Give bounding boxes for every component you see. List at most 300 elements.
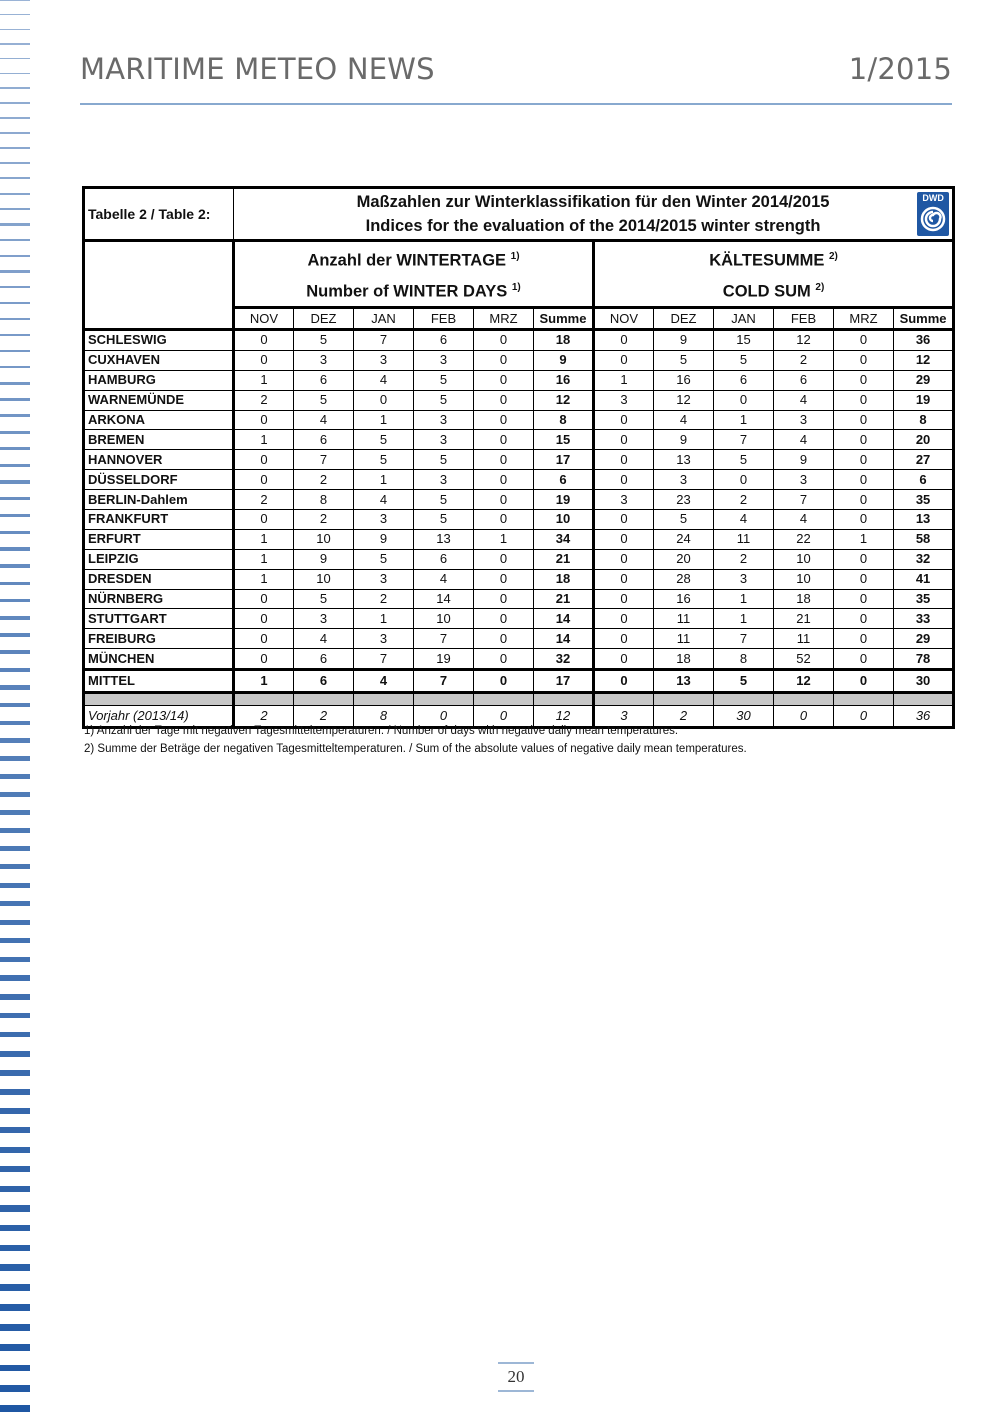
value-cell: 4: [294, 629, 354, 649]
value-cell: 0: [234, 589, 294, 609]
value-cell: 0: [834, 670, 894, 693]
spacer-cell: [834, 693, 894, 706]
value-cell: 3: [294, 350, 354, 370]
value-cell: 30: [894, 670, 954, 693]
station-header-cell: [84, 241, 234, 330]
value-cell: 0: [474, 470, 534, 490]
value-cell: 5: [354, 430, 414, 450]
stripe-bar: [0, 29, 30, 30]
value-cell: 3: [354, 510, 414, 530]
value-cell: 30: [714, 706, 774, 728]
value-cell: 0: [594, 670, 654, 693]
value-cell: 0: [834, 390, 894, 410]
stripe-bar: [0, 938, 30, 943]
station-name: ERFURT: [84, 529, 234, 549]
value-cell: 5: [714, 450, 774, 470]
value-cell: 0: [234, 609, 294, 629]
table-row: [84, 629, 954, 649]
spacer-cell: [714, 693, 774, 706]
stripe-bar: [0, 975, 30, 980]
value-cell: 0: [834, 649, 894, 670]
value-cell: 3: [414, 350, 474, 370]
table-row: [84, 549, 954, 569]
value-cell: 11: [774, 629, 834, 649]
value-cell: 9: [534, 350, 594, 370]
stripe-bar: [0, 582, 30, 586]
winter-days-title-de: Anzahl der WINTERTAGE: [307, 251, 507, 269]
value-cell: 0: [474, 706, 534, 728]
stripe-bar: [0, 382, 30, 385]
value-cell: 10: [774, 549, 834, 569]
table-row: [84, 510, 954, 530]
value-cell: 0: [474, 629, 534, 649]
value-cell: 0: [474, 330, 534, 351]
value-cell: 3: [594, 490, 654, 510]
stripe-bar: [0, 738, 30, 742]
stripe-bar: [0, 920, 30, 925]
value-cell: 0: [834, 430, 894, 450]
footnote-ref: 1): [510, 250, 520, 262]
footnote-ref: 2): [815, 282, 825, 293]
month-header: NOV: [234, 308, 294, 330]
value-cell: 58: [894, 529, 954, 549]
stripe-bar: [0, 447, 30, 450]
value-cell: 29: [894, 370, 954, 390]
station-name: ARKONA: [84, 410, 234, 430]
spacer-row: [84, 693, 954, 706]
value-cell: 18: [534, 330, 594, 351]
value-cell: 5: [414, 510, 474, 530]
stripe-bar: [0, 73, 30, 74]
value-cell: 4: [654, 410, 714, 430]
value-cell: 19: [414, 649, 474, 670]
value-cell: 2: [354, 589, 414, 609]
table-row: [84, 529, 954, 549]
value-cell: 4: [774, 430, 834, 450]
value-cell: 15: [534, 430, 594, 450]
stripe-bar: [0, 531, 30, 535]
cold-sum-group-header: [594, 241, 954, 308]
stripe-bar: [0, 1284, 30, 1291]
value-cell: 3: [354, 350, 414, 370]
value-cell: 7: [354, 330, 414, 351]
value-cell: 0: [594, 589, 654, 609]
stripe-bar: [0, 87, 30, 88]
table-row: [84, 350, 954, 370]
page-number: 20: [498, 1362, 534, 1392]
value-cell: 10: [534, 510, 594, 530]
value-cell: 0: [594, 629, 654, 649]
stripe-bar: [0, 864, 30, 869]
value-cell: 0: [234, 450, 294, 470]
stripe-bar: [0, 1324, 30, 1331]
value-cell: 2: [714, 490, 774, 510]
value-cell: 7: [354, 649, 414, 670]
value-cell: 0: [474, 510, 534, 530]
station-name: MÜNCHEN: [84, 649, 234, 670]
spacer-cell: [414, 693, 474, 706]
value-cell: 5: [354, 450, 414, 470]
stripe-bar: [0, 431, 30, 434]
stripe-bar: [0, 193, 30, 195]
stripe-bar: [0, 1051, 30, 1057]
value-cell: 1: [234, 549, 294, 569]
stripe-bar: [0, 464, 30, 467]
value-cell: 0: [474, 350, 534, 370]
value-cell: 0: [714, 470, 774, 490]
stripe-bar: [0, 1205, 30, 1211]
spacer-cell: [234, 693, 294, 706]
value-cell: 12: [894, 350, 954, 370]
stripe-bar: [0, 58, 30, 59]
value-cell: 0: [234, 470, 294, 490]
value-cell: 0: [474, 569, 534, 589]
value-cell: 6: [294, 370, 354, 390]
stripe-bar: [0, 1186, 30, 1192]
value-cell: 33: [894, 609, 954, 629]
value-cell: 41: [894, 569, 954, 589]
value-cell: 3: [354, 629, 414, 649]
value-cell: 1: [834, 529, 894, 549]
stripe-bar: [0, 43, 30, 44]
stripe-bar: [0, 1147, 30, 1153]
spacer-cell: [354, 693, 414, 706]
header-divider: [80, 103, 952, 105]
stripe-bar: [0, 0, 30, 1]
stripe-bar: [0, 117, 30, 119]
value-cell: 0: [414, 706, 474, 728]
value-cell: 16: [654, 370, 714, 390]
spacer-cell: [294, 693, 354, 706]
value-cell: 1: [714, 609, 774, 629]
table-row: [84, 470, 954, 490]
value-cell: 24: [654, 529, 714, 549]
spacer-cell: [594, 693, 654, 706]
stripe-bar: [0, 1225, 30, 1231]
value-cell: 3: [414, 410, 474, 430]
value-cell: 52: [774, 649, 834, 670]
value-cell: 18: [534, 569, 594, 589]
value-cell: 1: [354, 470, 414, 490]
value-cell: 0: [234, 410, 294, 430]
value-cell: 2: [234, 706, 294, 728]
value-cell: 0: [354, 390, 414, 410]
value-cell: 22: [774, 529, 834, 549]
stripe-bar: [0, 564, 30, 568]
value-cell: 16: [654, 589, 714, 609]
stripe-bar: [0, 828, 30, 833]
stripe-bar: [0, 616, 30, 620]
cold-sum-title-de: KÄLTESUMME: [709, 251, 825, 269]
value-cell: 3: [594, 706, 654, 728]
value-cell: 7: [294, 450, 354, 470]
value-cell: 0: [474, 670, 534, 693]
stripe-bar: [0, 318, 30, 321]
value-cell: 0: [834, 549, 894, 569]
value-cell: 0: [594, 410, 654, 430]
value-cell: 36: [894, 330, 954, 351]
stripe-bar: [0, 721, 30, 725]
station-name: HANNOVER: [84, 450, 234, 470]
value-cell: 3: [774, 410, 834, 430]
value-cell: 5: [414, 390, 474, 410]
value-cell: 8: [354, 706, 414, 728]
footnote-ref: 2): [828, 250, 838, 262]
value-cell: 1: [234, 370, 294, 390]
value-cell: 4: [714, 510, 774, 530]
value-cell: 5: [414, 370, 474, 390]
value-cell: 0: [834, 370, 894, 390]
value-cell: 5: [654, 510, 714, 530]
table-row: [84, 490, 954, 510]
value-cell: 34: [534, 529, 594, 549]
value-cell: 4: [354, 490, 414, 510]
stripe-bar: [0, 756, 30, 761]
value-cell: 14: [414, 589, 474, 609]
value-cell: 0: [594, 549, 654, 569]
stripe-bar: [0, 1304, 30, 1311]
value-cell: 5: [294, 390, 354, 410]
stripe-bar: [0, 1245, 30, 1251]
value-cell: 8: [714, 649, 774, 670]
value-cell: 2: [714, 549, 774, 569]
value-cell: 0: [234, 330, 294, 351]
value-cell: 0: [474, 390, 534, 410]
stripe-bar: [0, 633, 30, 637]
table-row: [84, 450, 954, 470]
value-cell: 8: [294, 490, 354, 510]
stripe-bar: [0, 1013, 30, 1019]
dwd-logo: [917, 192, 949, 236]
value-cell: 0: [774, 706, 834, 728]
stripe-bar: [0, 1385, 30, 1392]
value-cell: 6: [294, 430, 354, 450]
stripe-bar: [0, 957, 30, 962]
stripe-bar: [0, 147, 30, 149]
value-cell: 0: [234, 510, 294, 530]
dwd-logo-text: DWD: [922, 193, 944, 203]
value-cell: 6: [414, 330, 474, 351]
value-cell: 3: [414, 470, 474, 490]
value-cell: 0: [234, 350, 294, 370]
station-name: DÜSSELDORF: [84, 470, 234, 490]
month-header: MRZ: [834, 308, 894, 330]
stripe-bar: [0, 901, 30, 906]
value-cell: 4: [774, 510, 834, 530]
stripe-bar: [0, 270, 30, 272]
value-cell: 18: [774, 589, 834, 609]
value-cell: 5: [714, 670, 774, 693]
value-cell: 13: [654, 450, 714, 470]
value-cell: 0: [474, 609, 534, 629]
value-cell: 6: [714, 370, 774, 390]
table-row: [84, 370, 954, 390]
value-cell: 9: [354, 529, 414, 549]
value-cell: 2: [294, 470, 354, 490]
station-name: BERLIN-Dahlem: [84, 490, 234, 510]
value-cell: 4: [294, 410, 354, 430]
value-cell: 6: [774, 370, 834, 390]
value-cell: 2: [294, 706, 354, 728]
stripe-bar: [0, 1166, 30, 1172]
value-cell: 21: [534, 589, 594, 609]
value-cell: 0: [594, 450, 654, 470]
value-cell: 20: [894, 430, 954, 450]
spacer-cell: [474, 693, 534, 706]
month-header: JAN: [714, 308, 774, 330]
month-header: NOV: [594, 308, 654, 330]
value-cell: 2: [774, 350, 834, 370]
value-cell: 3: [594, 390, 654, 410]
value-cell: 2: [654, 706, 714, 728]
stripe-bar: [0, 350, 30, 353]
value-cell: 1: [474, 529, 534, 549]
month-header: Summe: [534, 308, 594, 330]
stripe-bar: [0, 774, 30, 779]
value-cell: 6: [534, 470, 594, 490]
value-cell: 6: [294, 649, 354, 670]
table-row: [84, 410, 954, 430]
value-cell: 19: [534, 490, 594, 510]
station-name: CUXHAVEN: [84, 350, 234, 370]
value-cell: 0: [474, 450, 534, 470]
value-cell: 11: [714, 529, 774, 549]
value-cell: 18: [654, 649, 714, 670]
value-cell: 3: [714, 569, 774, 589]
table-row: [84, 670, 954, 693]
stripe-bar: [0, 255, 30, 257]
table-title-en: Indices for the evaluation of the 2014/2015 winter strength: [365, 217, 821, 235]
value-cell: 13: [654, 670, 714, 693]
value-cell: 3: [774, 470, 834, 490]
station-name: HAMBURG: [84, 370, 234, 390]
table-row: [84, 330, 954, 351]
value-cell: 17: [534, 670, 594, 693]
table-title-de: Maßzahlen zur Winterklassifikation für den Winter 2014/2015: [356, 193, 830, 211]
month-header: FEB: [774, 308, 834, 330]
value-cell: 3: [294, 609, 354, 629]
stripe-bar: [0, 703, 30, 707]
value-cell: 5: [354, 549, 414, 569]
value-cell: 3: [354, 569, 414, 589]
value-cell: 9: [774, 450, 834, 470]
value-cell: 3: [654, 470, 714, 490]
value-cell: 4: [774, 390, 834, 410]
value-cell: 5: [294, 330, 354, 351]
value-cell: 4: [354, 670, 414, 693]
stripe-bar: [0, 162, 30, 164]
station-name: MITTEL: [84, 670, 234, 693]
value-cell: 0: [834, 706, 894, 728]
value-cell: 0: [834, 510, 894, 530]
value-cell: 20: [654, 549, 714, 569]
station-name: FREIBURG: [84, 629, 234, 649]
value-cell: 14: [534, 629, 594, 649]
value-cell: 0: [834, 609, 894, 629]
value-cell: 21: [534, 549, 594, 569]
dwd-swirl-icon: [920, 206, 946, 232]
spacer-cell: [534, 693, 594, 706]
stripe-bar: [0, 286, 30, 288]
stripe-bar: [0, 414, 30, 417]
value-cell: 0: [714, 390, 774, 410]
value-cell: 1: [714, 410, 774, 430]
value-cell: 2: [234, 490, 294, 510]
value-cell: 1: [234, 569, 294, 589]
value-cell: 15: [714, 330, 774, 351]
value-cell: 0: [594, 529, 654, 549]
value-cell: 7: [774, 490, 834, 510]
value-cell: 78: [894, 649, 954, 670]
value-cell: 0: [474, 430, 534, 450]
value-cell: 0: [474, 549, 534, 569]
footnote-2: 2) Summe der Beträge der negativen Tagesmitteltemperaturen. / Sum of the absolute values of negative daily mean temperatures.: [84, 743, 747, 755]
value-cell: 0: [834, 589, 894, 609]
stripe-bar: [0, 177, 30, 179]
value-cell: 6: [414, 549, 474, 569]
spacer-cell: [894, 693, 954, 706]
value-cell: 14: [534, 609, 594, 629]
stripe-bar: [0, 883, 30, 888]
value-cell: 0: [834, 450, 894, 470]
value-cell: 5: [714, 350, 774, 370]
stripe-bar: [0, 846, 30, 851]
value-cell: 0: [834, 470, 894, 490]
value-cell: 1: [234, 430, 294, 450]
value-cell: 1: [354, 410, 414, 430]
value-cell: 0: [594, 430, 654, 450]
spacer-cell: [654, 693, 714, 706]
value-cell: 8: [534, 410, 594, 430]
value-cell: 6: [294, 670, 354, 693]
value-cell: 5: [654, 350, 714, 370]
stripe-bar: [0, 223, 30, 225]
value-cell: 1: [714, 589, 774, 609]
stripe-bar: [0, 668, 30, 672]
value-cell: 7: [714, 629, 774, 649]
stripe-bar: [0, 239, 30, 241]
stripe-bar: [0, 1365, 30, 1372]
value-cell: 1: [234, 529, 294, 549]
stripe-bar: [0, 792, 30, 797]
value-cell: 10: [414, 609, 474, 629]
month-header: DEZ: [654, 308, 714, 330]
station-name: DRESDEN: [84, 569, 234, 589]
value-cell: 0: [834, 330, 894, 351]
winter-days-group-header: [234, 241, 594, 308]
station-name: LEIPZIG: [84, 549, 234, 569]
value-cell: 36: [894, 706, 954, 728]
stripe-bar: [0, 547, 30, 551]
station-name: BREMEN: [84, 430, 234, 450]
value-cell: 0: [234, 629, 294, 649]
stripe-bar: [0, 1127, 30, 1133]
station-name: WARNEMÜNDE: [84, 390, 234, 410]
table-row: [84, 430, 954, 450]
month-header: MRZ: [474, 308, 534, 330]
value-cell: 0: [834, 410, 894, 430]
value-cell: 28: [654, 569, 714, 589]
cold-sum-title-en: COLD SUM: [722, 282, 811, 301]
month-header: JAN: [354, 308, 414, 330]
value-cell: 3: [414, 430, 474, 450]
value-cell: 4: [354, 370, 414, 390]
value-cell: 0: [474, 370, 534, 390]
station-name: NÜRNBERG: [84, 589, 234, 609]
value-cell: 12: [774, 670, 834, 693]
winter-indices-table: [82, 186, 955, 729]
issue-number: 1/2015: [848, 52, 952, 86]
